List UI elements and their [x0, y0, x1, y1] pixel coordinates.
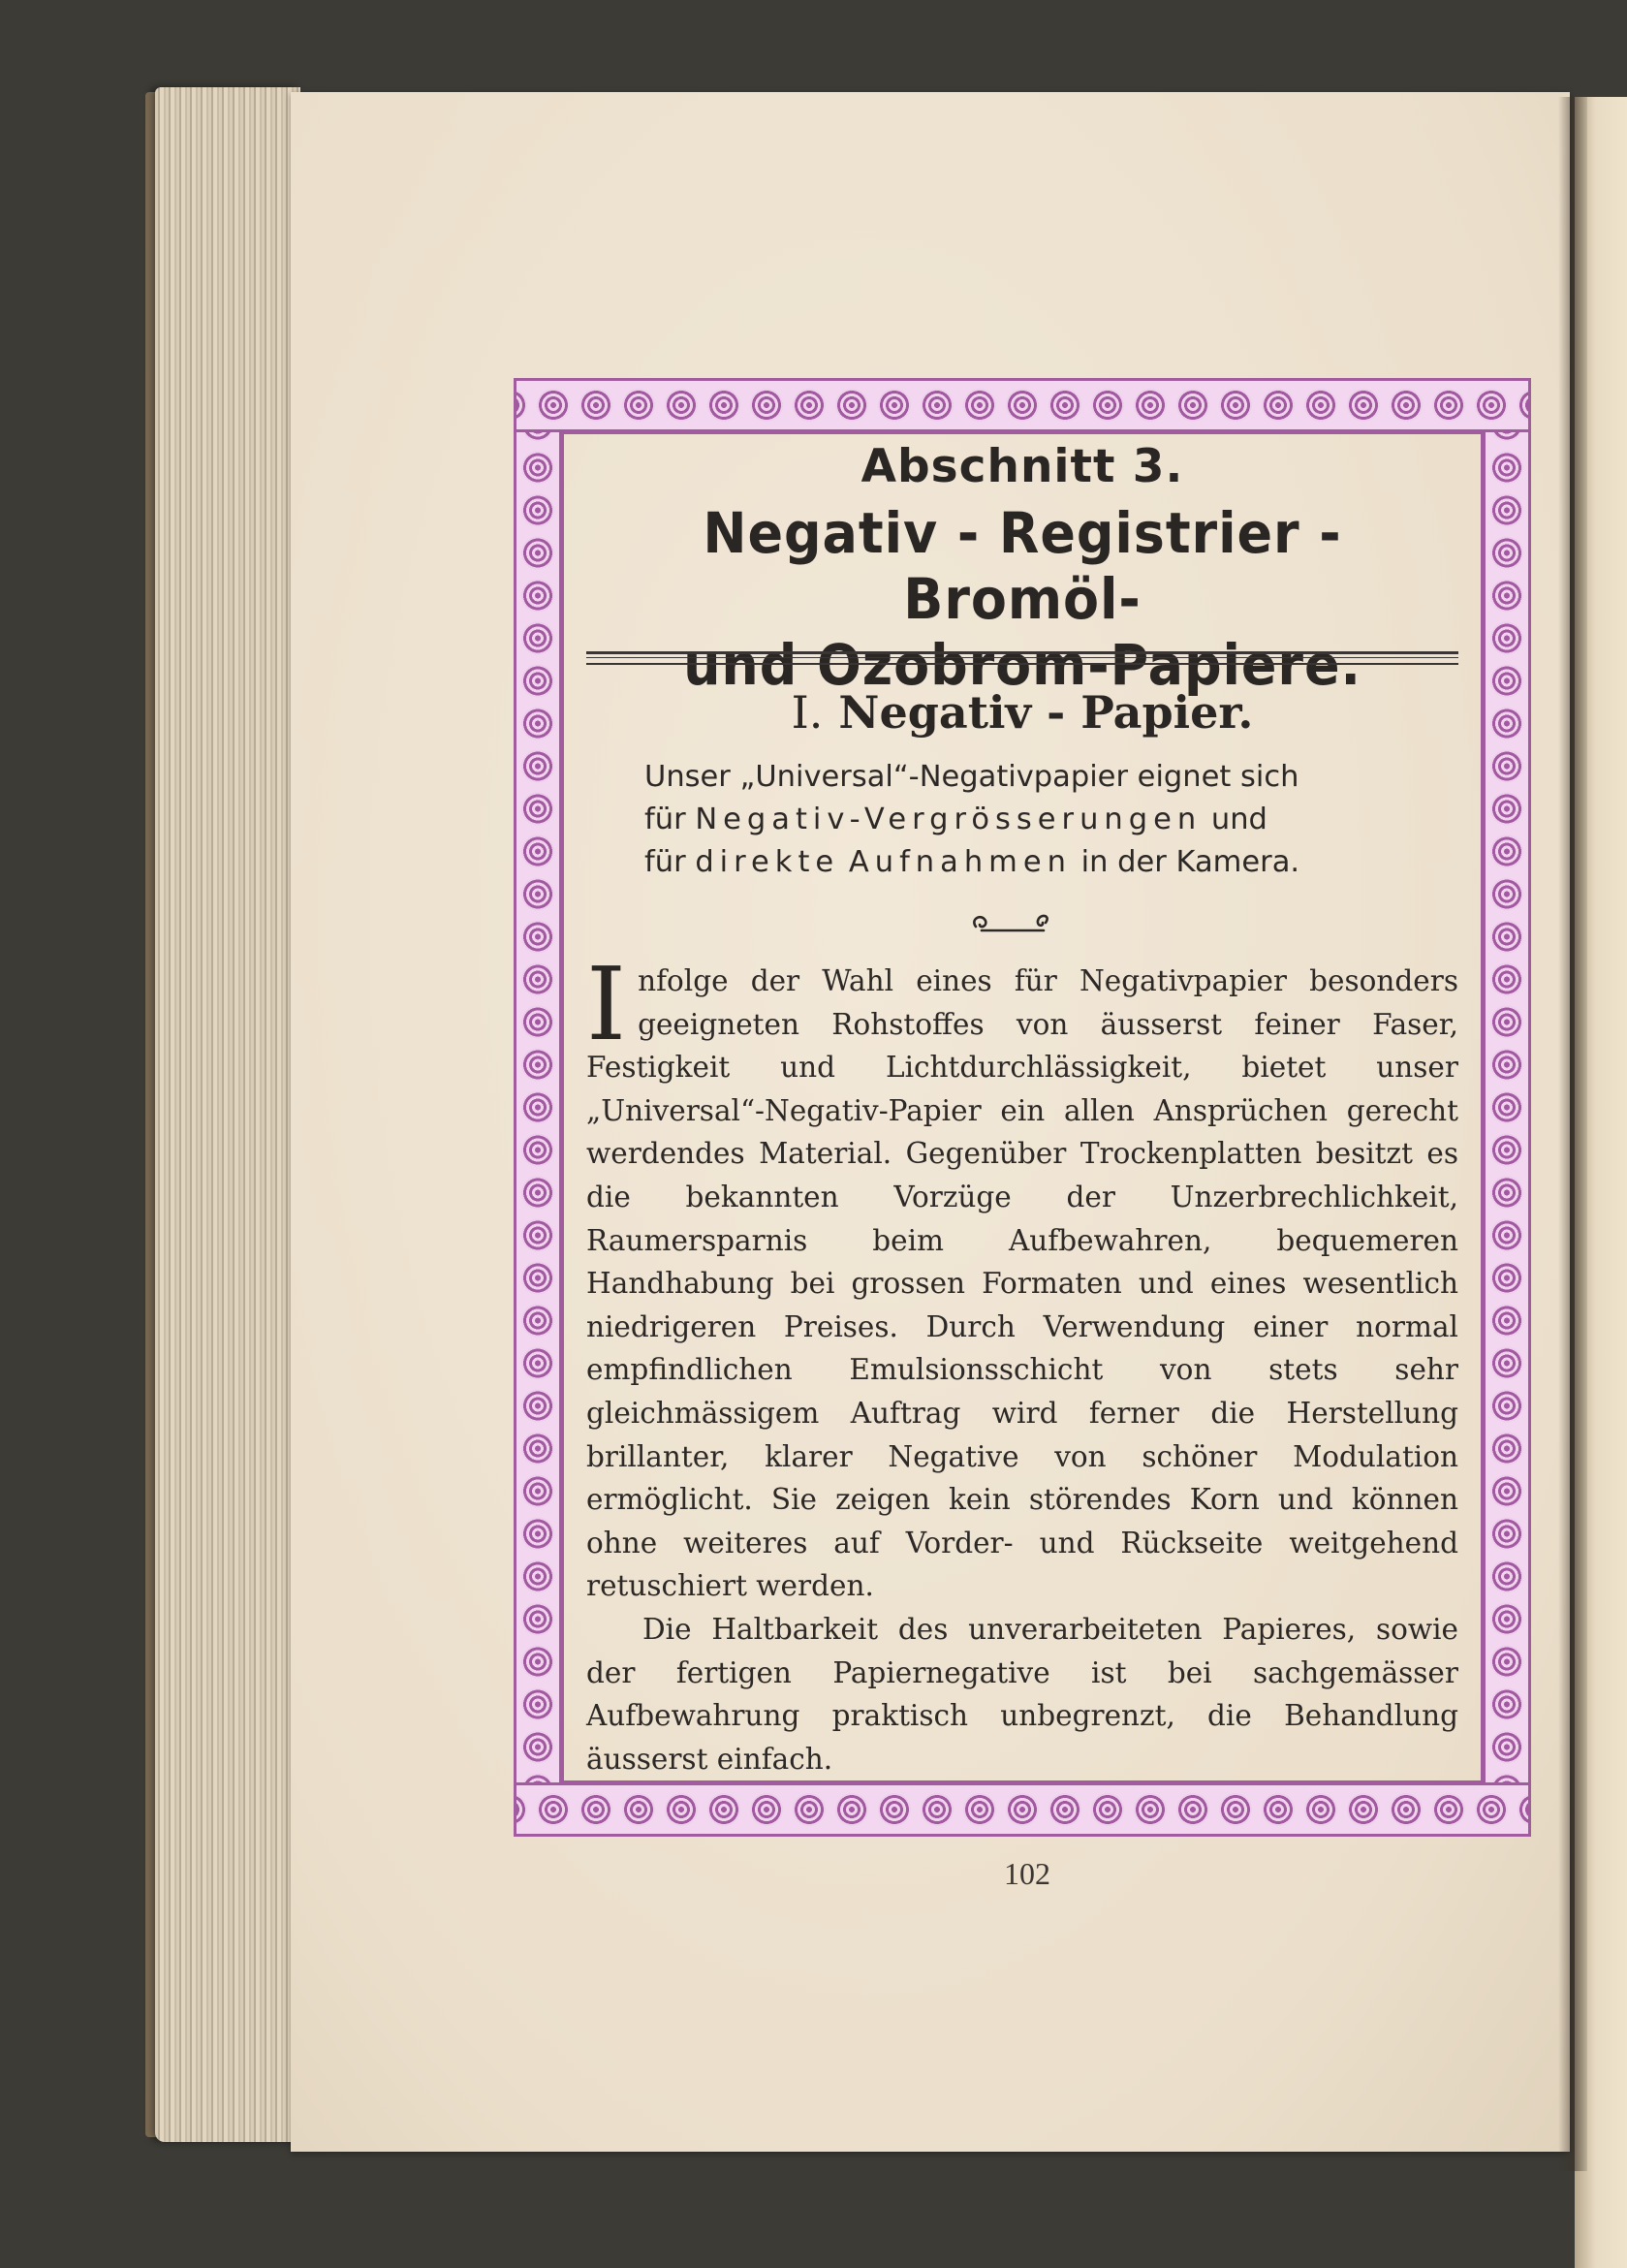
intro-spaced-word: Aufnahmen [848, 845, 1072, 879]
title-line-2: und Ozobrom-Papiere. [683, 632, 1361, 698]
drop-cap: I [586, 945, 627, 1063]
title-line-1: Negativ - Registrier - Bromöl- [703, 500, 1342, 632]
frame-border-top [514, 378, 1531, 432]
intro-line-2-start: für [644, 803, 686, 836]
intro-line-3 [644, 841, 1449, 884]
book-gutter [1558, 97, 1587, 2171]
page-title [617, 500, 1428, 698]
frame-border-bottom [514, 1782, 1531, 1837]
section-label: Abschnitt 3. [860, 440, 1184, 493]
intro-line-2 [644, 799, 1449, 841]
ornamental-frame [514, 378, 1531, 1837]
paragraph-1 [586, 945, 1458, 1608]
intro-line-2-end: und [1210, 803, 1267, 836]
intro-line-3-start: für [644, 845, 686, 879]
intro-block [644, 756, 1449, 884]
frame-border-right [1483, 429, 1531, 1785]
sub-heading-text: Negativ - Papier. [838, 686, 1254, 739]
intro-line-3-end: in der Kamera. [1080, 845, 1300, 879]
sub-heading [586, 686, 1458, 739]
scroll-flourish-icon [962, 905, 1059, 944]
paragraph-1-text: nfolge der Wahl eines für Negativpapier besonders geeigneten Rohstoffes von äusserst feiner Faser, Festigkeit und Lichtdurchlässigkeit, bietet unser „Universal“-Negativ-Papier ein allen Ansprüchen gerecht werdendes Material. Gegenüber Trockenplatten besitzt es die bekannten Vorzüge der Unzerbrechlichkeit, Raumersparnis beim Aufbewahren, bequemeren Handhabung bei grossen Formaten und eines wesentlich niedrigeren Preises. Durch Verwendung einer normal empfindlichen Emulsionsschicht von stets sehr gleichmässigem Auftrag wird ferner die Herstellung brillanter, klarer Negative von schöner Modulation ermöglicht. Sie zeigen kein störendes Korn und können ohne weiteres auf Vorder- und Rückseite weitgehend retuschiert werden. [586, 964, 1458, 1603]
page-stack-edge [155, 87, 300, 2142]
intro-line-1: Unser „Universal“-Negativpapier eignet sich [644, 760, 1299, 794]
body-text [586, 945, 1458, 1780]
frame-border-left [514, 429, 562, 1785]
sub-heading-numeral: I. [791, 686, 824, 739]
intro-spaced-word: Negativ-Vergrösserungen [695, 803, 1203, 836]
title-double-rule [586, 651, 1458, 665]
page-number: 102 [1004, 1856, 1050, 1891]
paragraph-2: Die Haltbarkeit des unverarbeiteten Papieres, sowie der fertigen Papiernegative ist bei sachgemässer Aufbewahrung praktisch unbegrenzt, die Behandlung äusserst einfach. [586, 1612, 1458, 1776]
intro-spaced-word: direkte [695, 845, 840, 879]
